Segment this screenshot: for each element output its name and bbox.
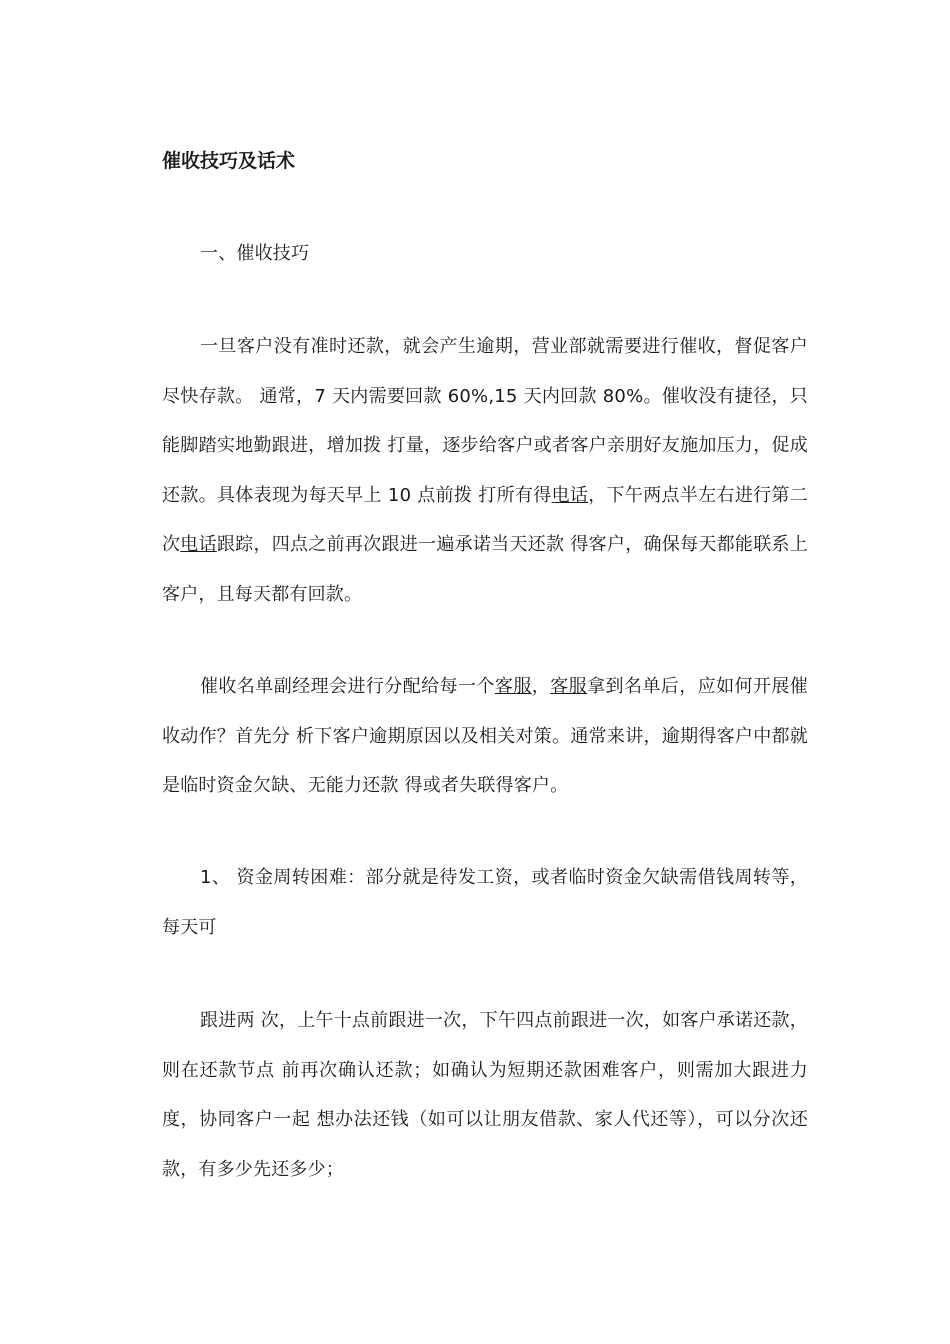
paragraph-text: 跟踪，四点之前再次跟进一遍承诺当天还款 得客户，确保每天都能联系上客户，且每天都有回款。 (162, 534, 808, 605)
paragraph-text: ， (531, 676, 551, 697)
customer-service-link[interactable]: 客服 (494, 676, 532, 697)
paragraph-collection-list (162, 662, 808, 811)
paragraph-follow-up: 跟进两 次，上午十点前跟进一次，下午四点前跟进一次，如客户承诺还款，则在还款节点 前再次确认还款；如确认为短期还款困难客户，则需加大跟进力度，协同客户一起 想办法还钱（如可以让朋友借款、家人代还等），可以分次还款，有多少先还多少； (162, 1010, 808, 1180)
phone-link[interactable]: 电话 (180, 534, 217, 556)
paragraph-overdue-intro (162, 322, 808, 620)
paragraph-cashflow-difficulty: 1、 资金周转困难：部分就是待发工资，或者临时资金欠缺需借钱周转等，每天可 (162, 867, 808, 938)
paragraph-text: 拿到名单后，应如何开展催收动作？首先分 析下客户逾期原因以及相关对策。通常来讲，逾期得客户中都就是临时资金欠缺、无能力还款 得或者失联得客户。 (162, 676, 809, 797)
customer-service-link[interactable]: 客服 (550, 676, 588, 697)
paragraph-text: 一旦客户没有准时还款，就会产生逾期，营业部就需要进行催收，督促客户尽快存款。 通常，7 天内需要回款 60%,15 天内回款 80%。催收没有捷径，只能脚踏实地勤跟进，增加拨 打量，逐步给客户或者客户亲朋好友施加压力，促成还款。具体表现为每天早上 10 点前拨 打所有得 (162, 336, 808, 506)
paragraph-text: ，下午两点半左右进行第二次 (162, 484, 808, 556)
paragraph-text: 催收名单副经理会进行分配给每一个 (200, 676, 495, 697)
document-title: 催收技巧及话术 (162, 150, 296, 172)
phone-link[interactable]: 电话 (551, 484, 589, 506)
section-heading: 一、催收技巧 (200, 243, 310, 264)
